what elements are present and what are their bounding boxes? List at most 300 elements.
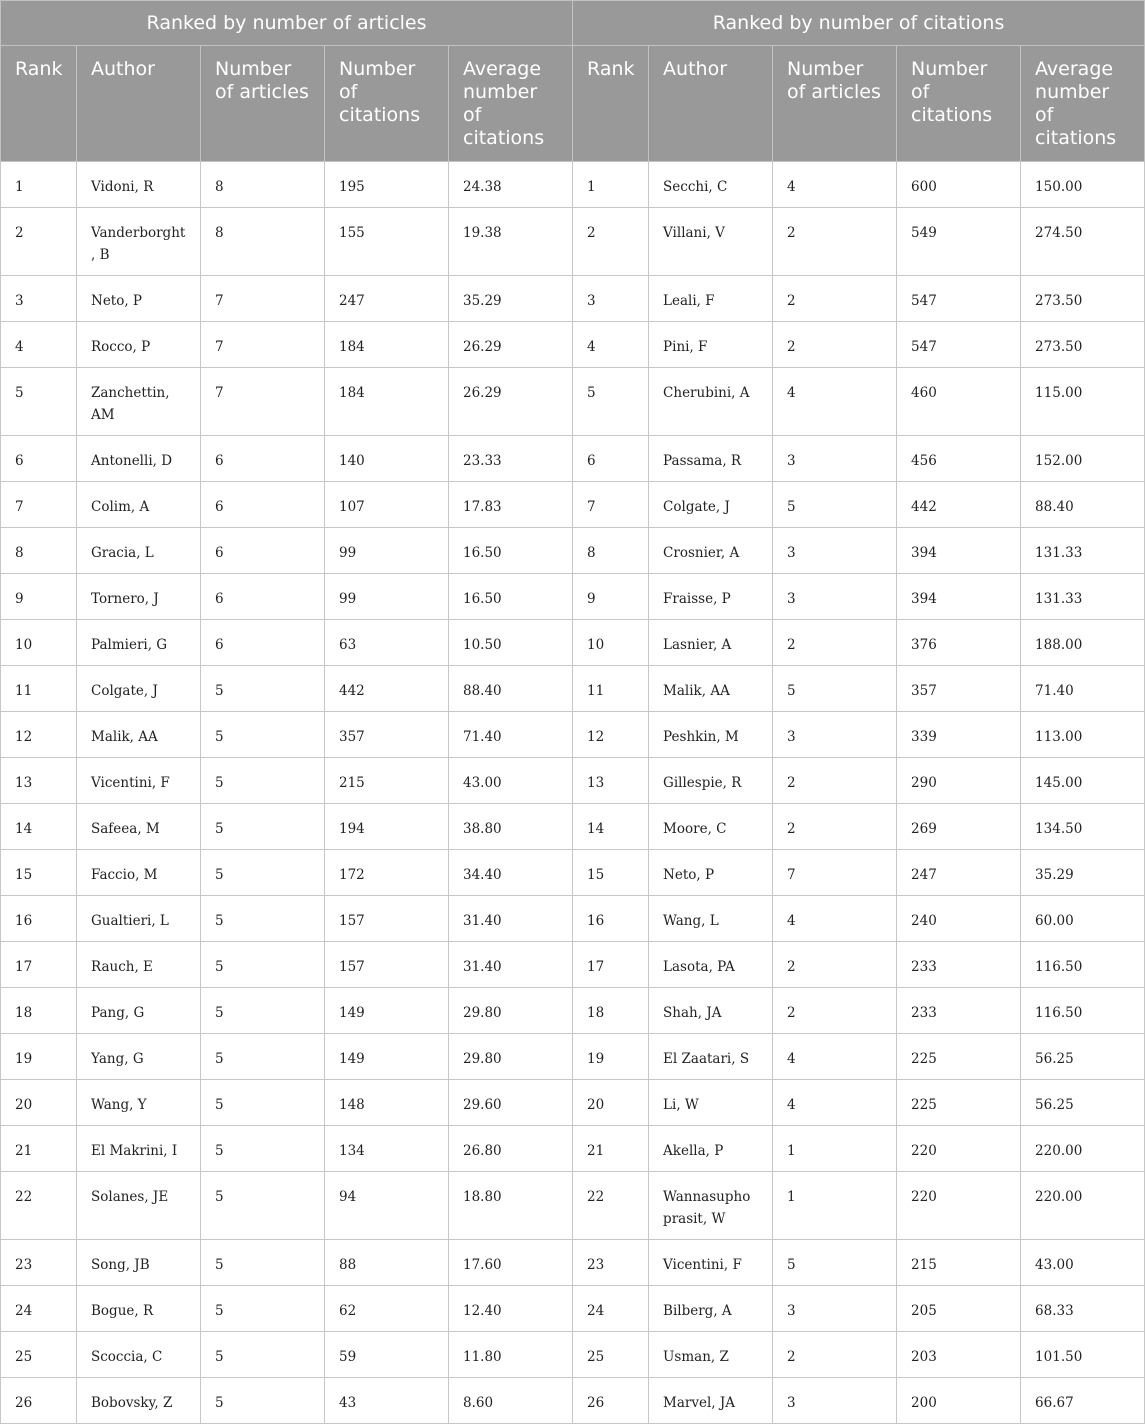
citations-rank-rank-cell: 9 (573, 574, 649, 620)
articles-rank-citations-cell: 442 (325, 666, 449, 712)
citations-rank-author-cell: Usman, Z (649, 1332, 773, 1378)
articles-rank-author-cell: Yang, G (77, 1034, 201, 1080)
citations-rank-citations-cell: 376 (897, 620, 1021, 666)
table-row (1, 322, 1145, 368)
articles-rank-rank-cell: 18 (1, 988, 77, 1034)
table-row (1, 1172, 1145, 1240)
citations-rank-rank-cell: 13 (573, 758, 649, 804)
articles-rank-articles-cell: 6 (201, 436, 325, 482)
citations-rank-author-cell: Neto, P (649, 850, 773, 896)
citations-rank-citations-cell: 200 (897, 1378, 1021, 1424)
articles-rank-rank-cell: 3 (1, 276, 77, 322)
citations-rank-average-cell: 88.40 (1021, 482, 1145, 528)
articles-rank-author-cell: Palmieri, G (77, 620, 201, 666)
citations-rank-average-cell: 56.25 (1021, 1034, 1145, 1080)
articles-rank-citations-cell: 172 (325, 850, 449, 896)
citations-rank-average-cell: 35.29 (1021, 850, 1145, 896)
citations-rank-rank-cell: 23 (573, 1240, 649, 1286)
citations-rank-author-cell: Leali, F (649, 276, 773, 322)
articles-rank-average-cell: 16.50 (449, 574, 573, 620)
citations-rank-citations-cell: 442 (897, 482, 1021, 528)
citations-rank-citations-cell: 205 (897, 1286, 1021, 1332)
citations-rank-articles-cell: 4 (773, 368, 897, 436)
citations-rank-average-cell: 71.40 (1021, 666, 1145, 712)
articles-rank-average-cell: 26.80 (449, 1126, 573, 1172)
articles-rank-rank-cell: 7 (1, 482, 77, 528)
citations-rank-citations-cell: 269 (897, 804, 1021, 850)
articles-rank-average-cell: 31.40 (449, 896, 573, 942)
citations-rank-citations-cell: 233 (897, 942, 1021, 988)
articles-rank-average-cell: 26.29 (449, 368, 573, 436)
citations-rank-articles-cell: 5 (773, 1240, 897, 1286)
articles-rank-rank-cell: 19 (1, 1034, 77, 1080)
citations-rank-rank-cell: 19 (573, 1034, 649, 1080)
citations-rank-average-cell: 116.50 (1021, 988, 1145, 1034)
citations-rank-articles-cell: 1 (773, 1172, 897, 1240)
articles-rank-average-cell: 17.83 (449, 482, 573, 528)
citations-rank-author-cell: Cherubini, A (649, 368, 773, 436)
articles-rank-citations-cell: 157 (325, 896, 449, 942)
table-row (1, 1080, 1145, 1126)
citations-rank-average-cell: 273.50 (1021, 276, 1145, 322)
articles-rank-citations-cell: 184 (325, 368, 449, 436)
citations-rank-rank-cell: 1 (573, 162, 649, 208)
citations-rank-citations-cell: 357 (897, 666, 1021, 712)
citations-rank-citations-cell: 547 (897, 276, 1021, 322)
citations-rank-author-cell: Fraisse, P (649, 574, 773, 620)
articles-rank-citations-cell: 107 (325, 482, 449, 528)
citations-rank-average-cell: 66.67 (1021, 1378, 1145, 1424)
articles-rank-author-cell: Vidoni, R (77, 162, 201, 208)
citations-rank-author-cell: Gillespie, R (649, 758, 773, 804)
articles-rank-rank-cell: 2 (1, 208, 77, 276)
articles-rank-citations-cell: 140 (325, 436, 449, 482)
citations-rank-rank-cell: 11 (573, 666, 649, 712)
articles-rank-articles-cell: 7 (201, 368, 325, 436)
citations-rank-articles-cell: 1 (773, 1126, 897, 1172)
articles-rank-articles-cell: 7 (201, 322, 325, 368)
articles-rank-articles-cell: 6 (201, 620, 325, 666)
table-row (1, 712, 1145, 758)
articles-rank-articles-cell: 6 (201, 482, 325, 528)
citations-rank-citations-cell: 460 (897, 368, 1021, 436)
citations-rank-citations-cell: 600 (897, 162, 1021, 208)
articles-rank-author-cell: Bogue, R (77, 1286, 201, 1332)
citations-rank-rank-cell: 7 (573, 482, 649, 528)
citations-rank-author-cell: Passama, R (649, 436, 773, 482)
citations-rank-rank-cell: 15 (573, 850, 649, 896)
articles-rank-articles-cell: 5 (201, 666, 325, 712)
articles-rank-average-cell: 71.40 (449, 712, 573, 758)
articles-rank-articles-cell: 5 (201, 1286, 325, 1332)
citations-rank-author-cell: Villani, V (649, 208, 773, 276)
articles-rank-articles-cell: 5 (201, 1378, 325, 1424)
citations-rank-author-cell: Bilberg, A (649, 1286, 773, 1332)
column-header-number-of-articles: Number of articles (773, 46, 897, 162)
articles-rank-rank-cell: 8 (1, 528, 77, 574)
citations-rank-average-cell: 113.00 (1021, 712, 1145, 758)
column-header-row (1, 46, 1145, 162)
table-row (1, 436, 1145, 482)
articles-rank-average-cell: 10.50 (449, 620, 573, 666)
articles-rank-average-cell: 31.40 (449, 942, 573, 988)
articles-rank-rank-cell: 25 (1, 1332, 77, 1378)
articles-rank-articles-cell: 5 (201, 942, 325, 988)
articles-rank-author-cell: Gracia, L (77, 528, 201, 574)
citations-rank-rank-cell: 24 (573, 1286, 649, 1332)
articles-rank-average-cell: 35.29 (449, 276, 573, 322)
column-header-author: Author (649, 46, 773, 162)
citations-rank-articles-cell: 2 (773, 804, 897, 850)
citations-rank-rank-cell: 3 (573, 276, 649, 322)
articles-rank-rank-cell: 9 (1, 574, 77, 620)
articles-rank-average-cell: 12.40 (449, 1286, 573, 1332)
table-row (1, 1332, 1145, 1378)
group-header-citations: Ranked by number of citations (573, 1, 1145, 46)
articles-rank-author-cell: Scoccia, C (77, 1332, 201, 1378)
citations-rank-average-cell: 220.00 (1021, 1126, 1145, 1172)
articles-rank-author-cell: Bobovsky, Z (77, 1378, 201, 1424)
articles-rank-citations-cell: 157 (325, 942, 449, 988)
articles-rank-citations-cell: 149 (325, 1034, 449, 1080)
citations-rank-citations-cell: 225 (897, 1080, 1021, 1126)
table-row (1, 162, 1145, 208)
articles-rank-citations-cell: 134 (325, 1126, 449, 1172)
articles-rank-author-cell: Faccio, M (77, 850, 201, 896)
articles-rank-rank-cell: 14 (1, 804, 77, 850)
articles-rank-average-cell: 24.38 (449, 162, 573, 208)
articles-rank-rank-cell: 23 (1, 1240, 77, 1286)
articles-rank-average-cell: 8.60 (449, 1378, 573, 1424)
citations-rank-rank-cell: 22 (573, 1172, 649, 1240)
articles-rank-citations-cell: 195 (325, 162, 449, 208)
citations-rank-author-cell: Akella, P (649, 1126, 773, 1172)
citations-rank-author-cell: Crosnier, A (649, 528, 773, 574)
articles-rank-citations-cell: 155 (325, 208, 449, 276)
articles-rank-average-cell: 29.80 (449, 1034, 573, 1080)
column-header-number-of-articles: Number of articles (201, 46, 325, 162)
articles-rank-average-cell: 26.29 (449, 322, 573, 368)
articles-rank-citations-cell: 247 (325, 276, 449, 322)
articles-rank-average-cell: 43.00 (449, 758, 573, 804)
citations-rank-average-cell: 116.50 (1021, 942, 1145, 988)
citations-rank-author-cell: Lasnier, A (649, 620, 773, 666)
citations-rank-citations-cell: 394 (897, 528, 1021, 574)
table-row (1, 620, 1145, 666)
articles-rank-articles-cell: 6 (201, 528, 325, 574)
articles-rank-articles-cell: 8 (201, 208, 325, 276)
citations-rank-articles-cell: 5 (773, 482, 897, 528)
table-row (1, 574, 1145, 620)
citations-rank-rank-cell: 8 (573, 528, 649, 574)
citations-rank-articles-cell: 2 (773, 276, 897, 322)
citations-rank-rank-cell: 18 (573, 988, 649, 1034)
citations-rank-average-cell: 131.33 (1021, 528, 1145, 574)
column-header-rank: Rank (573, 46, 649, 162)
citations-rank-average-cell: 115.00 (1021, 368, 1145, 436)
citations-rank-average-cell: 101.50 (1021, 1332, 1145, 1378)
citations-rank-author-cell: Malik, AA (649, 666, 773, 712)
articles-rank-rank-cell: 5 (1, 368, 77, 436)
articles-rank-articles-cell: 5 (201, 804, 325, 850)
citations-rank-citations-cell: 290 (897, 758, 1021, 804)
articles-rank-articles-cell: 5 (201, 1080, 325, 1126)
table-row (1, 896, 1145, 942)
articles-rank-author-cell: Safeea, M (77, 804, 201, 850)
citations-rank-articles-cell: 3 (773, 1286, 897, 1332)
articles-rank-author-cell: Vicentini, F (77, 758, 201, 804)
table-row (1, 276, 1145, 322)
citations-rank-citations-cell: 225 (897, 1034, 1021, 1080)
articles-rank-rank-cell: 11 (1, 666, 77, 712)
articles-rank-citations-cell: 62 (325, 1286, 449, 1332)
articles-rank-articles-cell: 5 (201, 1126, 325, 1172)
articles-rank-rank-cell: 13 (1, 758, 77, 804)
citations-rank-articles-cell: 2 (773, 208, 897, 276)
articles-rank-rank-cell: 1 (1, 162, 77, 208)
citations-rank-articles-cell: 3 (773, 436, 897, 482)
citations-rank-author-cell: Li, W (649, 1080, 773, 1126)
citations-rank-articles-cell: 4 (773, 1080, 897, 1126)
citations-rank-average-cell: 131.33 (1021, 574, 1145, 620)
citations-rank-average-cell: 145.00 (1021, 758, 1145, 804)
column-header-average-citations: Average number of citations (449, 46, 573, 162)
table-row (1, 942, 1145, 988)
citations-rank-average-cell: 220.00 (1021, 1172, 1145, 1240)
articles-rank-rank-cell: 6 (1, 436, 77, 482)
citations-rank-citations-cell: 203 (897, 1332, 1021, 1378)
citations-rank-citations-cell: 233 (897, 988, 1021, 1034)
articles-rank-author-cell: Vanderborght, B (77, 208, 201, 276)
citations-rank-average-cell: 150.00 (1021, 162, 1145, 208)
articles-rank-articles-cell: 5 (201, 712, 325, 758)
articles-rank-average-cell: 23.33 (449, 436, 573, 482)
citations-rank-average-cell: 134.50 (1021, 804, 1145, 850)
citations-rank-rank-cell: 25 (573, 1332, 649, 1378)
citations-rank-rank-cell: 16 (573, 896, 649, 942)
citations-rank-rank-cell: 4 (573, 322, 649, 368)
articles-rank-citations-cell: 43 (325, 1378, 449, 1424)
table-row (1, 804, 1145, 850)
articles-rank-average-cell: 29.80 (449, 988, 573, 1034)
citations-rank-author-cell: Pini, F (649, 322, 773, 368)
citations-rank-articles-cell: 2 (773, 1332, 897, 1378)
articles-rank-author-cell: Solanes, JE (77, 1172, 201, 1240)
citations-rank-articles-cell: 4 (773, 1034, 897, 1080)
column-header-number-of-citations: Number of citations (325, 46, 449, 162)
citations-rank-rank-cell: 12 (573, 712, 649, 758)
articles-rank-articles-cell: 7 (201, 276, 325, 322)
table-row (1, 850, 1145, 896)
articles-rank-average-cell: 17.60 (449, 1240, 573, 1286)
articles-rank-rank-cell: 17 (1, 942, 77, 988)
articles-rank-citations-cell: 99 (325, 528, 449, 574)
column-header-author: Author (77, 46, 201, 162)
articles-rank-rank-cell: 16 (1, 896, 77, 942)
articles-rank-citations-cell: 215 (325, 758, 449, 804)
articles-rank-average-cell: 16.50 (449, 528, 573, 574)
articles-rank-articles-cell: 8 (201, 162, 325, 208)
articles-rank-rank-cell: 4 (1, 322, 77, 368)
table-header (1, 1, 1145, 162)
articles-rank-citations-cell: 99 (325, 574, 449, 620)
citations-rank-citations-cell: 339 (897, 712, 1021, 758)
articles-rank-rank-cell: 12 (1, 712, 77, 758)
citations-rank-average-cell: 152.00 (1021, 436, 1145, 482)
citations-rank-articles-cell: 5 (773, 666, 897, 712)
citations-rank-articles-cell: 2 (773, 988, 897, 1034)
citations-rank-rank-cell: 14 (573, 804, 649, 850)
column-header-number-of-citations: Number of citations (897, 46, 1021, 162)
citations-rank-average-cell: 43.00 (1021, 1240, 1145, 1286)
citations-rank-rank-cell: 21 (573, 1126, 649, 1172)
articles-rank-citations-cell: 357 (325, 712, 449, 758)
articles-rank-rank-cell: 22 (1, 1172, 77, 1240)
articles-rank-rank-cell: 24 (1, 1286, 77, 1332)
citations-rank-author-cell: Secchi, C (649, 162, 773, 208)
citations-rank-average-cell: 68.33 (1021, 1286, 1145, 1332)
articles-rank-author-cell: Pang, G (77, 988, 201, 1034)
articles-rank-articles-cell: 5 (201, 1172, 325, 1240)
citations-rank-average-cell: 56.25 (1021, 1080, 1145, 1126)
articles-rank-average-cell: 38.80 (449, 804, 573, 850)
table-row (1, 1034, 1145, 1080)
articles-rank-rank-cell: 15 (1, 850, 77, 896)
group-header-row (1, 1, 1145, 46)
citations-rank-articles-cell: 3 (773, 574, 897, 620)
citations-rank-author-cell: Marvel, JA (649, 1378, 773, 1424)
articles-rank-articles-cell: 5 (201, 988, 325, 1034)
citations-rank-citations-cell: 220 (897, 1126, 1021, 1172)
articles-rank-author-cell: Antonelli, D (77, 436, 201, 482)
articles-rank-author-cell: Zanchettin, AM (77, 368, 201, 436)
articles-rank-rank-cell: 10 (1, 620, 77, 666)
articles-rank-author-cell: El Makrini, I (77, 1126, 201, 1172)
articles-rank-author-cell: Colgate, J (77, 666, 201, 712)
table-row (1, 528, 1145, 574)
citations-rank-rank-cell: 10 (573, 620, 649, 666)
citations-rank-average-cell: 273.50 (1021, 322, 1145, 368)
citations-rank-rank-cell: 26 (573, 1378, 649, 1424)
table-row (1, 1286, 1145, 1332)
articles-rank-citations-cell: 59 (325, 1332, 449, 1378)
articles-rank-rank-cell: 26 (1, 1378, 77, 1424)
articles-rank-author-cell: Gualtieri, L (77, 896, 201, 942)
articles-rank-citations-cell: 94 (325, 1172, 449, 1240)
citations-rank-average-cell: 60.00 (1021, 896, 1145, 942)
articles-rank-citations-cell: 63 (325, 620, 449, 666)
table-body (1, 162, 1145, 1424)
articles-rank-author-cell: Wang, Y (77, 1080, 201, 1126)
articles-rank-average-cell: 11.80 (449, 1332, 573, 1378)
citations-rank-citations-cell: 215 (897, 1240, 1021, 1286)
citations-rank-author-cell: Vicentini, F (649, 1240, 773, 1286)
articles-rank-articles-cell: 5 (201, 1034, 325, 1080)
table-row (1, 666, 1145, 712)
citations-rank-articles-cell: 2 (773, 322, 897, 368)
citations-rank-rank-cell: 17 (573, 942, 649, 988)
citations-rank-author-cell: Peshkin, M (649, 712, 773, 758)
column-header-rank: Rank (1, 46, 77, 162)
citations-rank-articles-cell: 4 (773, 896, 897, 942)
citations-rank-articles-cell: 7 (773, 850, 897, 896)
articles-rank-rank-cell: 21 (1, 1126, 77, 1172)
articles-rank-articles-cell: 5 (201, 1240, 325, 1286)
table-row (1, 988, 1145, 1034)
articles-rank-average-cell: 29.60 (449, 1080, 573, 1126)
articles-rank-average-cell: 88.40 (449, 666, 573, 712)
table-row (1, 1378, 1145, 1424)
citations-rank-author-cell: Moore, C (649, 804, 773, 850)
articles-rank-articles-cell: 5 (201, 850, 325, 896)
table-row (1, 1126, 1145, 1172)
articles-rank-citations-cell: 148 (325, 1080, 449, 1126)
citations-rank-author-cell: Colgate, J (649, 482, 773, 528)
articles-rank-rank-cell: 20 (1, 1080, 77, 1126)
citations-rank-rank-cell: 6 (573, 436, 649, 482)
citations-rank-author-cell: Shah, JA (649, 988, 773, 1034)
citations-rank-citations-cell: 549 (897, 208, 1021, 276)
articles-rank-average-cell: 34.40 (449, 850, 573, 896)
articles-rank-author-cell: Malik, AA (77, 712, 201, 758)
citations-rank-rank-cell: 20 (573, 1080, 649, 1126)
articles-rank-average-cell: 19.38 (449, 208, 573, 276)
citations-rank-author-cell: Wang, L (649, 896, 773, 942)
citations-rank-articles-cell: 2 (773, 620, 897, 666)
articles-rank-citations-cell: 184 (325, 322, 449, 368)
articles-rank-articles-cell: 5 (201, 758, 325, 804)
citations-rank-average-cell: 274.50 (1021, 208, 1145, 276)
citations-rank-author-cell: Wannasuphoprasit, W (649, 1172, 773, 1240)
citations-rank-articles-cell: 4 (773, 162, 897, 208)
articles-rank-citations-cell: 149 (325, 988, 449, 1034)
articles-rank-articles-cell: 6 (201, 574, 325, 620)
citations-rank-articles-cell: 3 (773, 712, 897, 758)
citations-rank-average-cell: 188.00 (1021, 620, 1145, 666)
articles-rank-author-cell: Tornero, J (77, 574, 201, 620)
table-row (1, 482, 1145, 528)
citations-rank-citations-cell: 247 (897, 850, 1021, 896)
table-row (1, 1240, 1145, 1286)
group-header-articles: Ranked by number of articles (1, 1, 573, 46)
citations-rank-author-cell: Lasota, PA (649, 942, 773, 988)
articles-rank-citations-cell: 194 (325, 804, 449, 850)
citations-rank-articles-cell: 3 (773, 1378, 897, 1424)
citations-rank-citations-cell: 456 (897, 436, 1021, 482)
citations-rank-articles-cell: 2 (773, 942, 897, 988)
citations-rank-rank-cell: 2 (573, 208, 649, 276)
citations-rank-articles-cell: 3 (773, 528, 897, 574)
articles-rank-author-cell: Colim, A (77, 482, 201, 528)
articles-rank-average-cell: 18.80 (449, 1172, 573, 1240)
column-header-average-citations: Average number of citations (1021, 46, 1145, 162)
citations-rank-citations-cell: 394 (897, 574, 1021, 620)
table-row (1, 208, 1145, 276)
articles-rank-author-cell: Rocco, P (77, 322, 201, 368)
citations-rank-articles-cell: 2 (773, 758, 897, 804)
table-row (1, 368, 1145, 436)
articles-rank-citations-cell: 88 (325, 1240, 449, 1286)
articles-rank-author-cell: Neto, P (77, 276, 201, 322)
citations-rank-author-cell: El Zaatari, S (649, 1034, 773, 1080)
citations-rank-rank-cell: 5 (573, 368, 649, 436)
articles-rank-articles-cell: 5 (201, 1332, 325, 1378)
articles-rank-author-cell: Song, JB (77, 1240, 201, 1286)
table-row (1, 758, 1145, 804)
citations-rank-citations-cell: 220 (897, 1172, 1021, 1240)
citations-rank-citations-cell: 240 (897, 896, 1021, 942)
articles-rank-articles-cell: 5 (201, 896, 325, 942)
